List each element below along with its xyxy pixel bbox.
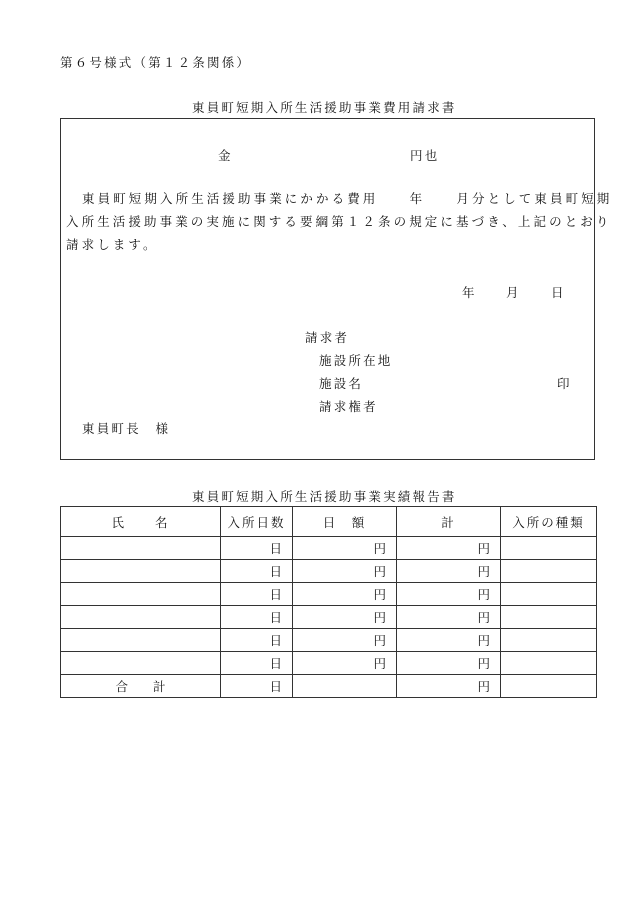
total-label: 合 計 [61,675,221,698]
cell-admission-type [501,652,597,675]
cell-daily-amount: 円 [293,537,397,560]
form-number: 第６号様式（第１２条関係） [60,55,252,70]
report-header-row [61,507,597,537]
table-row [61,652,597,675]
header-daily-amount: 日 額 [293,507,397,537]
total-admission-type [501,675,597,698]
cell-name [61,537,221,560]
cell-daily-amount: 円 [293,606,397,629]
addressee: 東員町長 様 [82,421,171,436]
report-table [60,506,597,698]
total-row [61,675,597,698]
header-days: 入所日数 [221,507,293,537]
request-body-line-2: 入所生活援助事業の実施に関する要綱第１２条の規定に基づき、上記のとおり [66,214,612,229]
header-name: 氏 名 [61,507,221,537]
cell-days: 日 [221,583,293,606]
cell-admission-type [501,537,597,560]
facility-address-label: 施設所在地 [319,353,393,368]
cell-daily-amount: 円 [293,629,397,652]
cell-admission-type [501,606,597,629]
cell-total: 円 [397,652,501,675]
request-body-line-3: 請求します。 [66,237,159,252]
cell-total: 円 [397,537,501,560]
report-title: 東員町短期入所生活援助事業実績報告書 [192,489,457,504]
header-admission-type: 入所の種類 [501,507,597,537]
date-year: 年 [462,285,477,300]
date-day: 日 [551,285,566,300]
cell-days: 日 [221,652,293,675]
request-body-line-1: 東員町短期入所生活援助事業にかかる費用 年 月分として東員町短期 [82,191,613,206]
cell-days: 日 [221,537,293,560]
table-row [61,560,597,583]
cell-name [61,629,221,652]
facility-name-label: 施設名 [319,376,364,391]
cell-name [61,583,221,606]
cell-admission-type [501,629,597,652]
cell-days: 日 [221,606,293,629]
cell-total: 円 [397,629,501,652]
table-row [61,606,597,629]
cell-name [61,606,221,629]
request-title: 東員町短期入所生活援助事業費用請求書 [192,100,457,115]
header-total: 計 [397,507,501,537]
cell-name [61,560,221,583]
total-sum: 円 [397,675,501,698]
cell-admission-type [501,583,597,606]
amount-label: 金 [218,148,233,163]
date-month: 月 [506,285,521,300]
authority-label: 請求権者 [319,399,378,414]
cell-days: 日 [221,560,293,583]
table-row [61,629,597,652]
cell-total: 円 [397,583,501,606]
cell-total: 円 [397,560,501,583]
cell-days: 日 [221,629,293,652]
claimant-label: 請求者 [305,330,350,345]
cell-daily-amount: 円 [293,583,397,606]
cell-daily-amount: 円 [293,560,397,583]
seal-mark: 印 [557,376,572,391]
cell-name [61,652,221,675]
cell-admission-type [501,560,597,583]
table-row [61,583,597,606]
cell-total: 円 [397,606,501,629]
cell-daily-amount: 円 [293,652,397,675]
total-daily-amount [293,675,397,698]
amount-suffix: 円也 [410,148,440,163]
table-row [61,537,597,560]
total-days: 日 [221,675,293,698]
